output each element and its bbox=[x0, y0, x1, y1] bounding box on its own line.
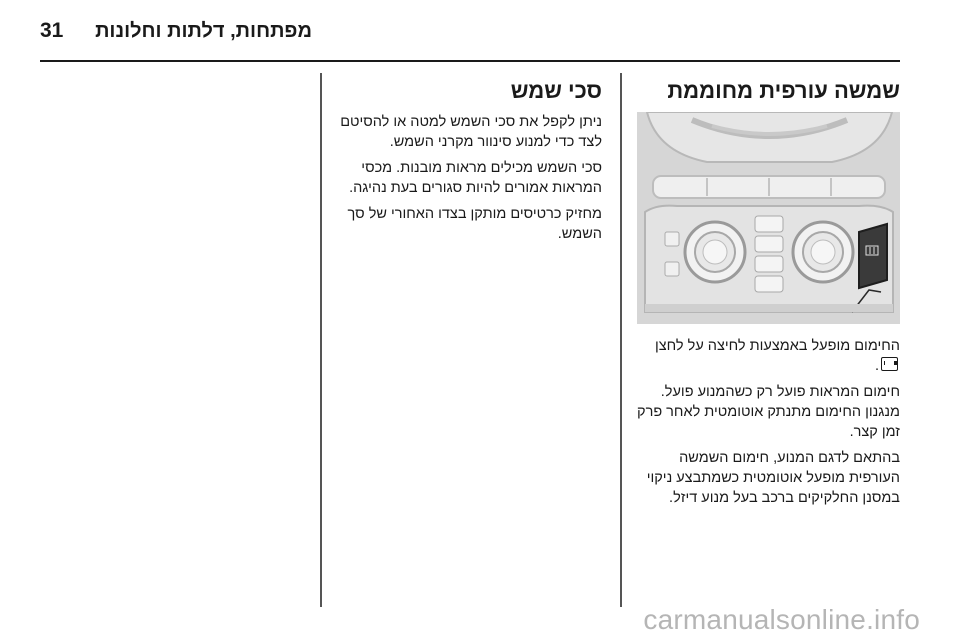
running-head: מפתחות, דלתות וחלונות bbox=[95, 20, 312, 42]
paragraph-visor-fold: ניתן לקפל את סכי השמש למטה או להסיטם לצד כדי למנוע סינוור מקרני השמש. bbox=[340, 114, 602, 150]
paragraph-mirrors: חימום המראות פועל רק כשהמנוע פועל. מנגנון החימום מתנתק אוטומטית לאחר פרק זמן קצר. bbox=[637, 384, 900, 440]
climate-control-panel-illustration bbox=[637, 112, 900, 324]
watermark: carmanualsonline.info bbox=[643, 604, 920, 635]
rear-window-heating-icon bbox=[881, 357, 898, 371]
paragraph-visor-mirrors: סכי השמש מכילים מראות מובנות. מכסי המראות אמורים להיות סגורים בעת נהיגה. bbox=[349, 160, 602, 196]
paragraph-activation: החימום מופעל באמצעות לחיצה על לחצן . bbox=[655, 338, 900, 374]
header-rule bbox=[40, 60, 900, 62]
paragraph-activation-text: החימום מופעל באמצעות לחיצה על לחצן bbox=[655, 338, 900, 354]
section-title: שמשה עורפית מחוממת bbox=[667, 78, 900, 103]
sun-visors-section bbox=[337, 78, 602, 250]
page-number: 31 bbox=[40, 19, 64, 42]
paragraph-card-holder: מחזיק כרטיסים מותקן בצדו האחורי של סך השמש. bbox=[347, 206, 602, 242]
heated-rear-window-section bbox=[637, 78, 900, 514]
column-divider-right bbox=[620, 73, 622, 607]
paragraph-diesel: בהתאם לדגם המנוע, חימום השמשה העורפית מופעל אוטומטית כשמתבצע ניקוי במסנן החלקיקים ברכב בעל מנוע דיזל. bbox=[646, 450, 900, 506]
panel-drawing bbox=[637, 112, 900, 324]
section-title: סכי שמש bbox=[510, 78, 602, 103]
column-divider-left bbox=[320, 73, 322, 607]
